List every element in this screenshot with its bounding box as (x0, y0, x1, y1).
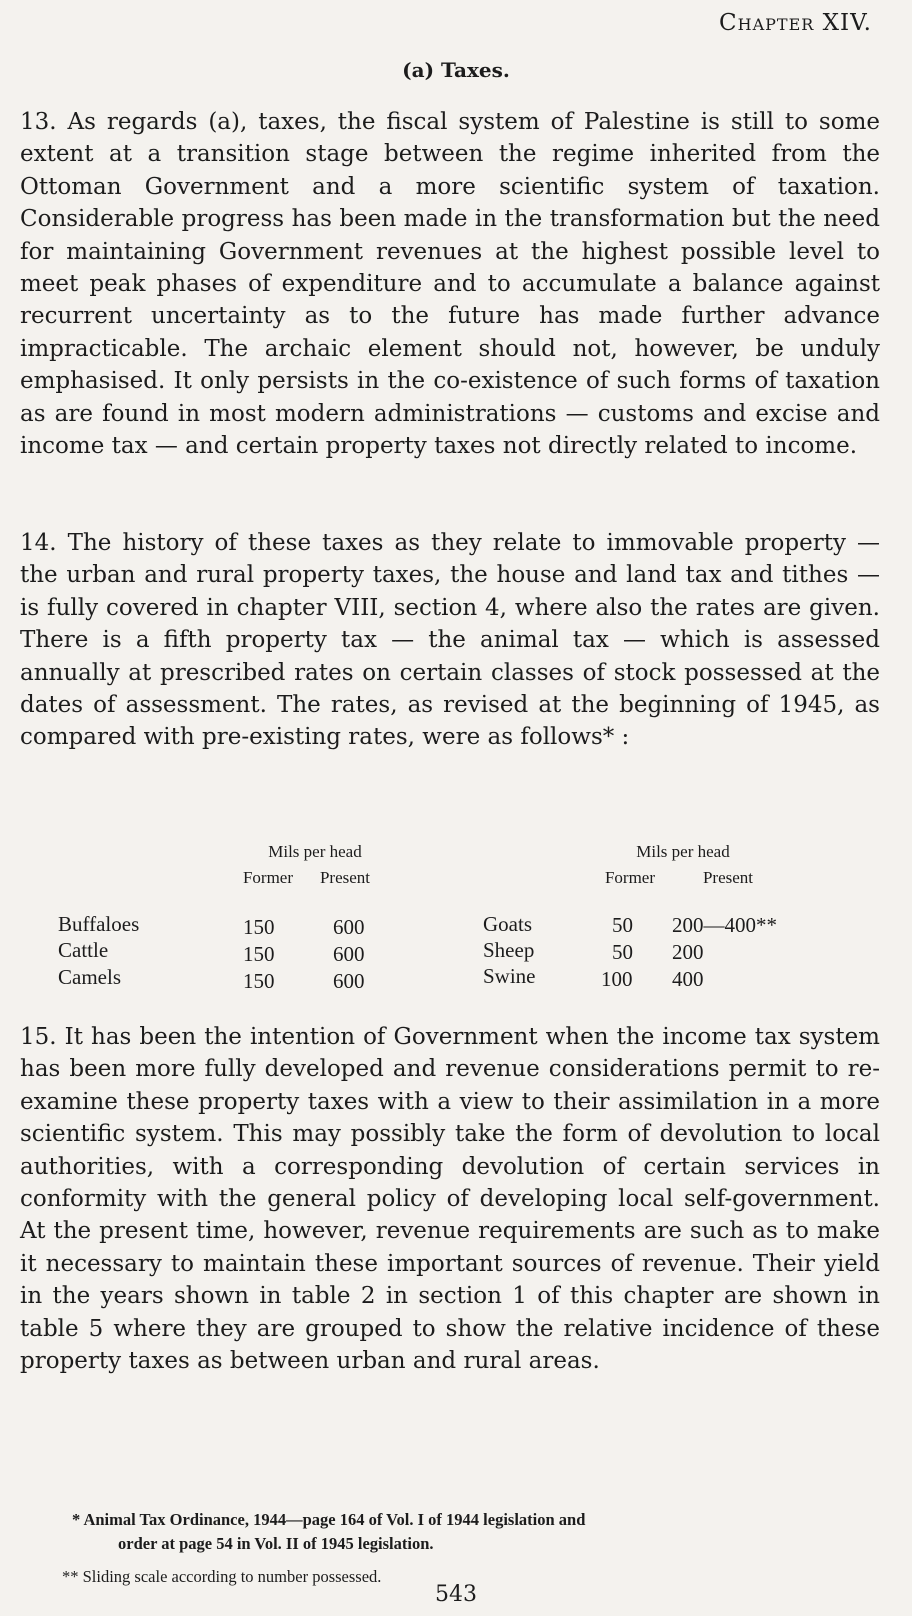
right-row-1-present: 200—400** (672, 913, 777, 937)
left-row-2-former: 150 (243, 942, 275, 966)
footnote-star-line-2: order at page 54 in Vol. II of 1945 legislation. (118, 1534, 434, 1553)
section-heading: (a) Taxes. (402, 58, 510, 82)
right-row-3-animal: Swine (483, 964, 536, 988)
right-row-3-former: 100 (601, 967, 633, 991)
left-present-header: Present (319, 868, 371, 887)
footnote-star-line-1: * Animal Tax Ordinance, 1944—page 164 of Vol. I of 1944 legislation and (72, 1510, 586, 1529)
chapter-header: Chapter XIV. (719, 10, 872, 36)
right-present-header: Present (702, 868, 754, 887)
right-row-2-animal: Sheep (483, 938, 535, 962)
left-row-1-animal: Buffaloes (58, 912, 140, 936)
right-unit-label: Mils per head (636, 842, 730, 861)
page-number: 543 (435, 1582, 477, 1607)
paragraph-15: 15. It has been the intention of Government when the income tax system has been more fully developed and revenue considerations permit to re-examine these property taxes with a view to their assimilation in a more scientific system. This may possibly take the form of devolution to local authorities, with a corresponding devolution of certain services in conformity with the general policy of developing local self-government. At the present time, however, revenue requirements are such as to make it necessary to maintain these important sources of revenue. Their yield in the years shown in table 2 in section 1 of this chapter are shown in table 5 where they are grouped to show the relative incidence of these property taxes as between urban and rural areas. (20, 1024, 880, 1375)
left-row-2-present: 600 (333, 942, 365, 966)
paragraph-14: 14. The history of these taxes as they relate to immovable property — the urban and rural property taxes, the house and land tax and tithes — is fully covered in chapter VIII, section 4, where also the rates are given. There is a fifth property tax — the animal tax — which is assessed annually at prescribed rates on certain classes of stock possessed at the dates of assessment. The rates, as revised at the beginning of 1945, as compared with pre-existing rates, were as follows* : (20, 530, 880, 751)
left-row-3-present: 600 (333, 969, 365, 993)
right-row-1-animal: Goats (483, 912, 532, 936)
right-row-2-present: 200 (672, 940, 704, 964)
animal-tax-rates-table (0, 840, 912, 1000)
right-row-1-former: 50 (612, 913, 633, 937)
left-row-1-former: 150 (243, 915, 275, 939)
paragraph-13: 13. As regards (a), taxes, the fiscal system of Palestine is still to some extent at a transition stage between the regime inherited from the Ottoman Government and a more scientific system of taxation. Considerable progress has been made in the transformation but the need for maintaining Government revenues at the highest possible level to meet peak phases of expenditure and to accumulate a balance against recurrent uncertainty as to the future has made further advance impracticable. The archaic element should not, however, be unduly emphasised. It only persists in the co-existence of such forms of taxation as are found in most modern administrations — customs and excise and income tax — and certain property taxes not directly related to income. (20, 109, 880, 460)
left-unit-label: Mils per head (268, 842, 362, 861)
right-row-2-former: 50 (612, 940, 633, 964)
left-row-1-present: 600 (333, 915, 365, 939)
left-row-3-former: 150 (243, 969, 275, 993)
left-former-header: Former (242, 868, 294, 887)
left-row-3-animal: Camels (58, 965, 121, 989)
right-former-header: Former (604, 868, 656, 887)
left-row-2-animal: Cattle (58, 938, 109, 962)
footnote-double-star: ** Sliding scale according to number possessed. (62, 1567, 382, 1586)
right-row-3-present: 400 (672, 967, 704, 991)
